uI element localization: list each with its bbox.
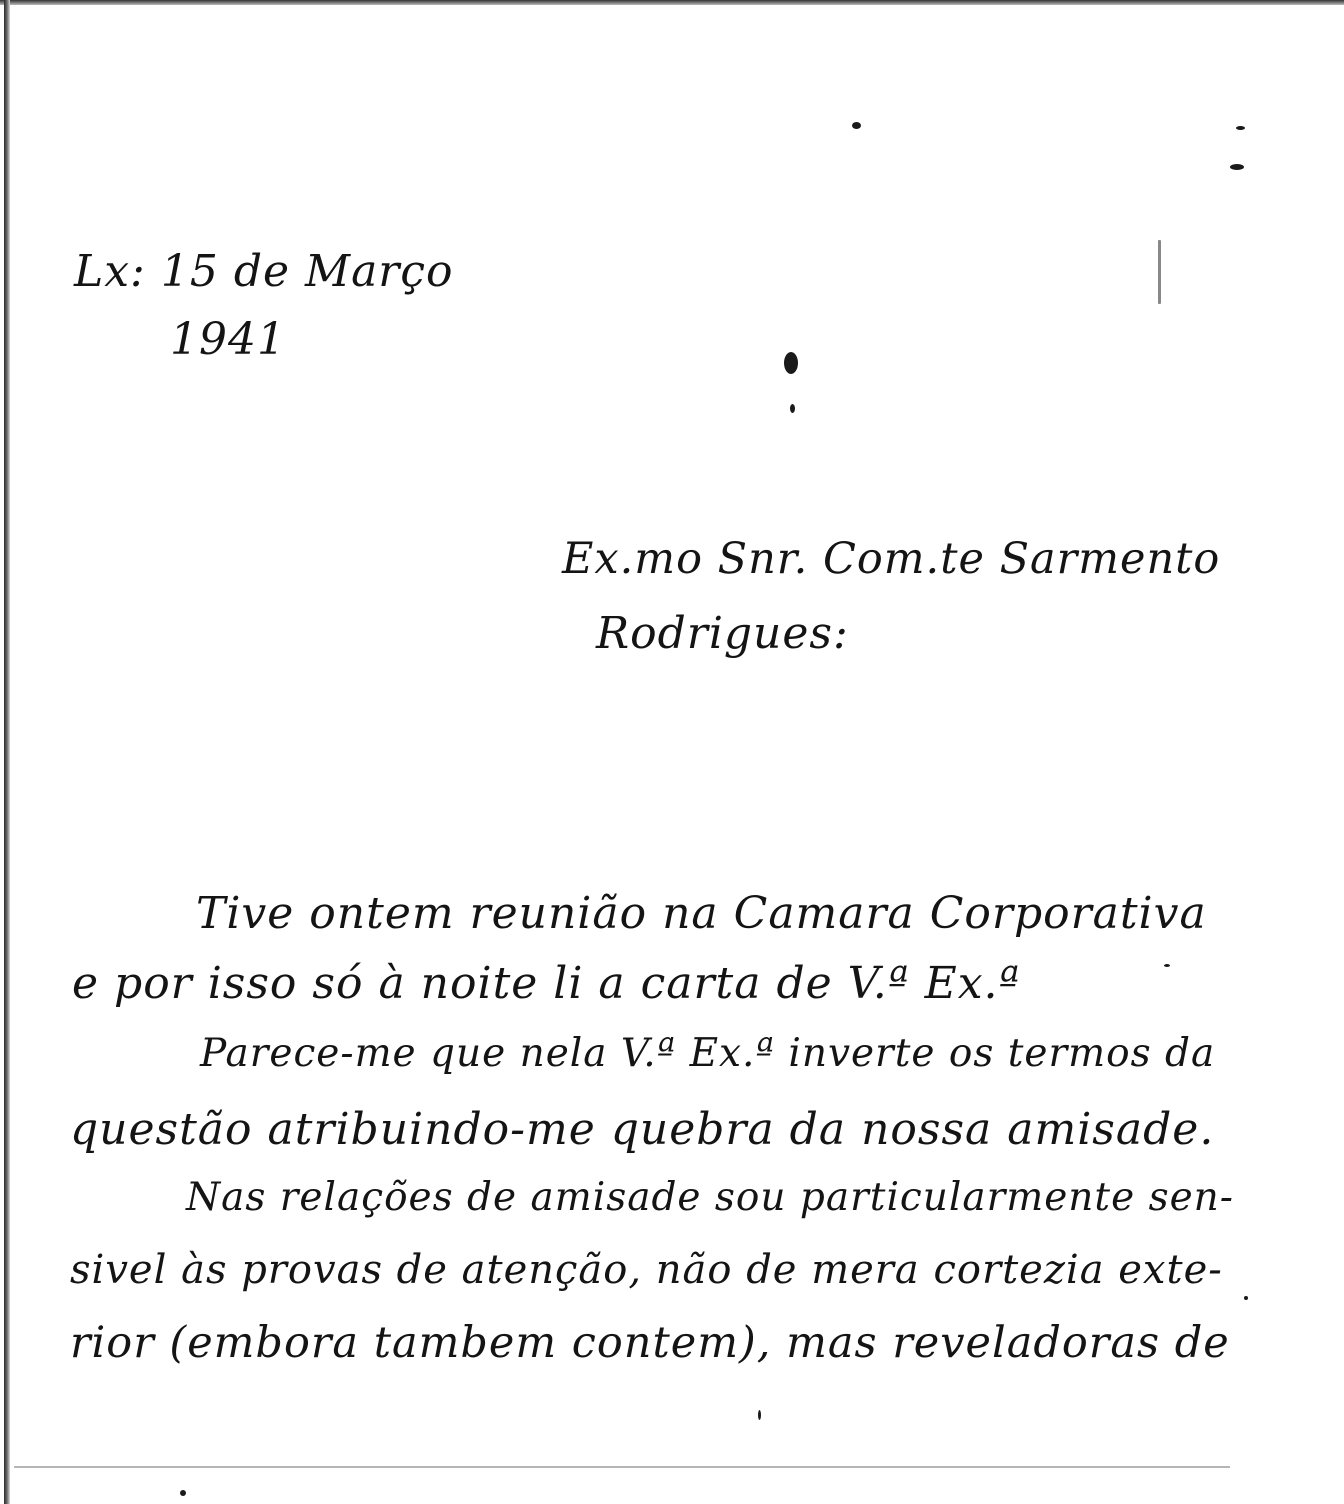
scan-speck xyxy=(790,404,795,413)
scan-speck xyxy=(1236,126,1245,130)
scan-top-edge xyxy=(0,0,1344,5)
salutation-line-1: Ex.mo Snr. Com.te Sarmento xyxy=(562,534,1221,584)
letter-year: 1941 xyxy=(170,314,286,365)
body-line: Nas relações de amisade sou particularmente sen- xyxy=(186,1175,1234,1220)
scan-speck xyxy=(758,1410,761,1420)
scan-left-edge xyxy=(4,0,10,1504)
salutation-line-2: Rodrigues: xyxy=(596,608,849,659)
scan-speck xyxy=(1164,964,1170,967)
scan-speck xyxy=(1158,240,1161,304)
scan-speck xyxy=(784,352,798,374)
body-line: rior (embora tambem contem), mas reveladoras de xyxy=(70,1318,1230,1368)
scan-bottom-rule xyxy=(14,1466,1230,1468)
scan-speck xyxy=(180,1490,186,1496)
letter-date: Lx: 15 de Março xyxy=(74,246,454,297)
body-line: e por isso só à noite li a carta de V.ª Ex.ª xyxy=(72,958,1021,1009)
body-line: questão atribuindo-me quebra da nossa amisade. xyxy=(70,1104,1215,1155)
body-line: sivel às provas de atenção, não de mera cortezia exte- xyxy=(70,1247,1223,1293)
scan-speck xyxy=(852,122,861,129)
scan-speck xyxy=(1230,164,1244,170)
body-line: Parece-me que nela V.ª Ex.ª inverte os termos da xyxy=(200,1031,1216,1076)
body-line: Tive ontem reunião na Camara Corporativa xyxy=(196,888,1207,939)
scan-speck xyxy=(1244,1296,1248,1300)
